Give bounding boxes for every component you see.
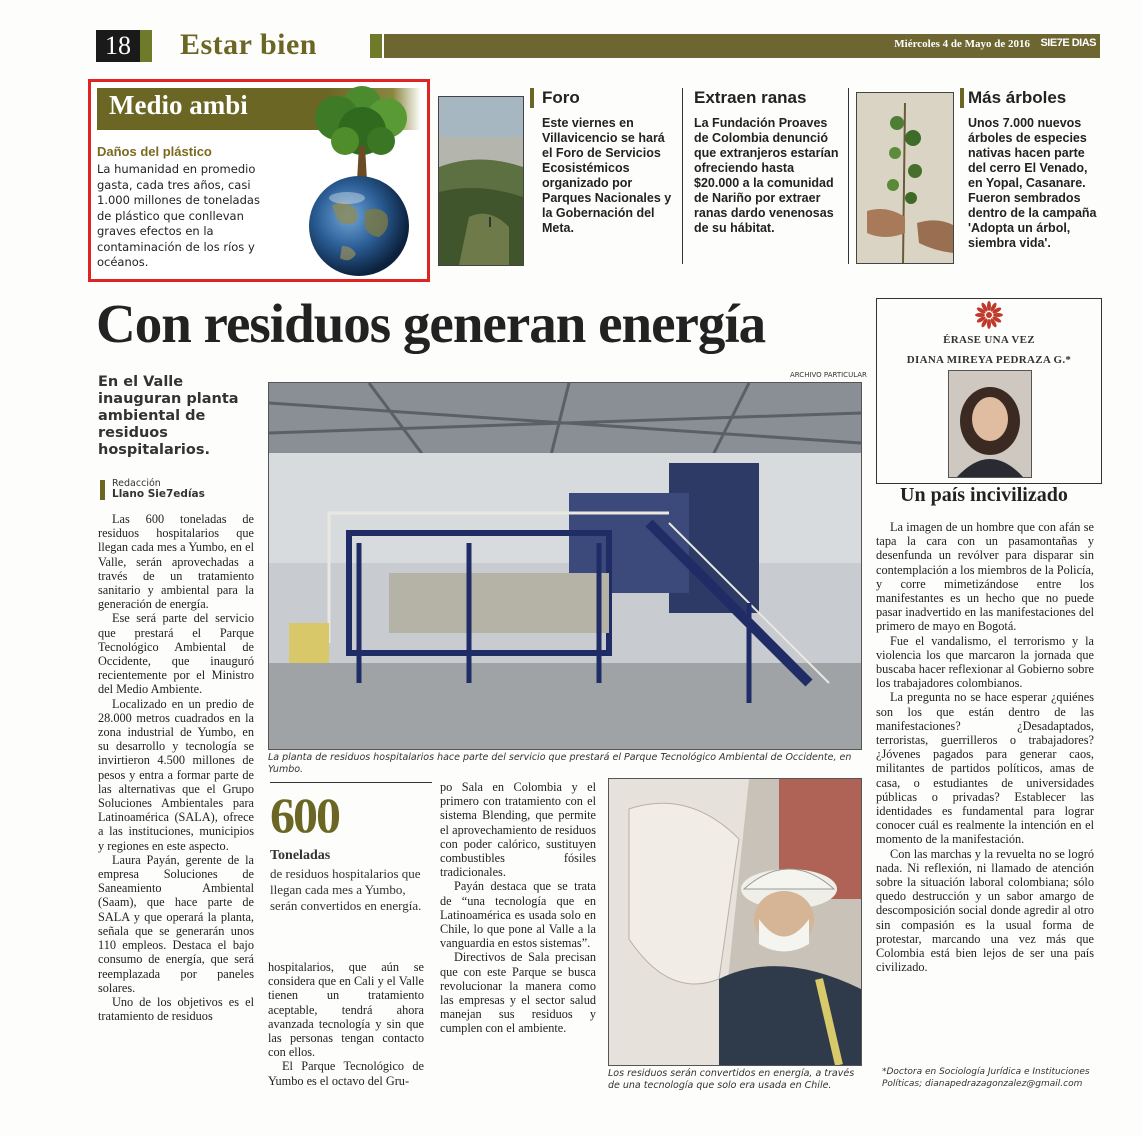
paragraph: Localizado en un predio de 28.000 metros cuadrados en la zona industrial de Yumbo, en su desarrollo y tecnología se invirtieron 4.500 millones de pesos y entra a formar parte de las alternativas que el Grupo Soluciones Ambientales para Latinoamérica (SALA), ofrece a las instituciones, municipios y regiones en este aspecto.: [98, 696, 254, 853]
paragraph: Payán destaca que se trata de “una tecnología que en Latinoamérica es usada solo en Chile, lo que pone al Valle a la vanguardia en estos sistemas”.: [440, 879, 596, 951]
opinion-column: [876, 298, 1102, 1110]
ranas-title: Extraen ranas: [694, 88, 807, 107]
byline-name: Llano Sie7edías: [112, 488, 205, 500]
paragraph: La imagen de un hombre que con afán se tapa la cara con un pasamontañas y desenfunda un revólver para disparar sin contemplación a los miembros de la Policía, y corre mimetizándose entre los manifestantes es un hecho que no puede pasar inadvertido en las manifestaciones del primero de mayo en Bogotá.: [876, 520, 1094, 634]
foro-title-bar: [530, 88, 534, 108]
ranas-text: La Fundación Proaves de Colombia denunció que extranjeros estarían ofreciendo hasta $20.000 a la comunidad de Nariño por extraer ranas dardo venenosas de su hábitat.: [694, 116, 839, 235]
paragraph: Laura Payán, gerente de la empresa Soluciones de Saneamiento Ambiental (Saam), que hace parte de SALA y que operará la planta, señala que se generarán unos 110 empleos. Destaca el bajo consumo de energía, que será reemplazada por paneles solares.: [98, 852, 254, 995]
worker-photo: [608, 778, 862, 1066]
paragraph: po Sala en Colombia y el primero con tratamiento con el sistema Blending, que permite el aprovechamiento de residuos con poder calórico, sustituyen combustibles fósiles tradicionales.: [440, 780, 596, 880]
flower-icon: [974, 300, 1004, 330]
column-footnote: *Doctora en Sociología Jurídica e Instituciones Políticas; dianapedrazagonzalez@gmail.com: [882, 1067, 1090, 1089]
article-column-3: [440, 780, 596, 1102]
article-column-2: [268, 960, 424, 1102]
paragraph: Uno de los objetivos es el tratamiento de residuos: [98, 994, 254, 1024]
paragraph: Con las marchas y la revuelta no se logró nada. Ni reflexión, ni llamado de atención sobre la situación laboral colombiana; sólo quedo destrucción y un sabor amargo de descomposición social donde agredir al otro sin compasión es la usual forma de protestar, marcando una vez más que Colombia está bien lejos de ser una país civilizado.: [876, 846, 1094, 975]
paragraph: Ese será parte del servicio que prestará el Parque Tecnológico Ambiental de Occidente, que inauguró recientemente por el Ministro del Medio Ambiente.: [98, 611, 254, 697]
paragraph: hospitalarios, que aún se considera que en Cali y el Valle tienen un tratamiento aceptable, tendrá ahora avanzada tecnología y sin que las personas tengan contacto con ellos.: [268, 960, 424, 1060]
paragraph: Fue el vandalismo, el terrorismo y la violencia los que marcaron la jornada que buscaba hacer reflexionar al Gobierno sobre los trabajadores colombianos.: [876, 633, 1094, 691]
paragraph: Las 600 toneladas de residuos hospitalarios que llegan cada mes a Yumbo, en el Valle, serán aprovechadas a través de un tratamiento sanitario y ambiental para la generación de energía.: [98, 512, 254, 612]
column-title: Un país incivilizado: [900, 484, 1068, 506]
header-date: Miércoles 4 de Mayo de 2016: [894, 38, 1030, 50]
arboles-title-bar: [960, 88, 964, 108]
author-photo: [948, 370, 1032, 478]
stat-label: Toneladas: [270, 848, 331, 863]
section-title: Estar bien: [180, 28, 317, 61]
globe-tree-illustration: [287, 86, 427, 278]
byline-label: Redacción: [112, 478, 161, 489]
column-author: DIANA MIREYA PEDRAZA G.*: [906, 354, 1072, 366]
arboles-photo: [856, 92, 954, 264]
header-paper-name: SIE7E DIAS: [1040, 37, 1096, 49]
column-series: ÉRASE UNA VEZ: [943, 334, 1035, 346]
arboles-title: Más árboles: [968, 88, 1067, 107]
paragraph: El Parque Tecnológico de Yumbo es el octavo del Gru-: [268, 1059, 424, 1088]
foro-text: Este viernes en Villavicencio se hará el Foro de Servicios Ecosistémicos organizado por Parques Nacionales y la Gobernación del Meta.: [542, 116, 672, 235]
foro-photo: [438, 96, 524, 266]
medio-ambiente-subtitle: Daños del plástico: [97, 144, 212, 159]
stat-text: de residuos hospitalarios que llegan cada mes a Yumbo, serán convertidos en energía.: [270, 866, 422, 913]
plant-photo: [268, 382, 862, 750]
medio-ambiente-text: La humanidad en promedio gasta, cada tres años, casi 1.000 millones de toneladas de plástico que conllevan graves efectos en la contaminación de los ríos y océanos.: [97, 162, 260, 269]
photo-credit: ARCHIVO PARTICULAR: [790, 371, 867, 379]
worker-photo-caption: Los residuos serán convertidos en energía, a través de una tecnología que solo era usada en Chile.: [608, 1068, 855, 1091]
paragraph: La pregunta no se hace esperar ¿quiénes son los que están dentro de las manifestaciones? ¿Desadaptados, terroristas, guerrilleros o trabajadores? ¿Jóvenes pagados para generar caos, militantes de partidos políticos, amas de casa, o estudiantes de universidades públicas o privadas? Establecer las identidades es fundamental para lograr conocer cuál es realmente la intención en el momento de la manifestación.: [876, 690, 1094, 847]
article-column-1: [98, 512, 254, 1102]
medio-ambiente-title: Medio ambi: [109, 90, 248, 120]
plant-photo-caption: La planta de residuos hospitalarios hace parte del servicio que prestará el Parque Tecnológico Ambiental de Occidente, en Yumbo.: [268, 752, 852, 775]
page-number-accent: [140, 30, 152, 62]
column-body: [876, 520, 1094, 1068]
article-byline: [112, 478, 205, 500]
header-bar-accent: [370, 34, 382, 58]
arboles-text: Unos 7.000 nuevos árboles de especies nativas hacen parte del cerro El Venado, en Yopal, Casanare. Fueron sembrados dentro de la campaña 'Adopta un árbol, siembra vida'.: [968, 116, 1097, 250]
paragraph: Directivos de Sala precisan que con este Parque se busca revolucionar la manera como las empresas y el sector salud manejan sus residuos y cumplen con el ambiente.: [440, 950, 596, 1036]
stat-number: 600: [270, 787, 339, 843]
page-number: 18: [96, 30, 140, 62]
article-headline: Con residuos generan energía: [96, 293, 766, 354]
foro-title: Foro: [542, 88, 580, 107]
article-kicker: En el Valle inauguran planta ambiental de residuos hospitalarios.: [98, 374, 239, 458]
medio-ambiente-box: [88, 79, 430, 282]
